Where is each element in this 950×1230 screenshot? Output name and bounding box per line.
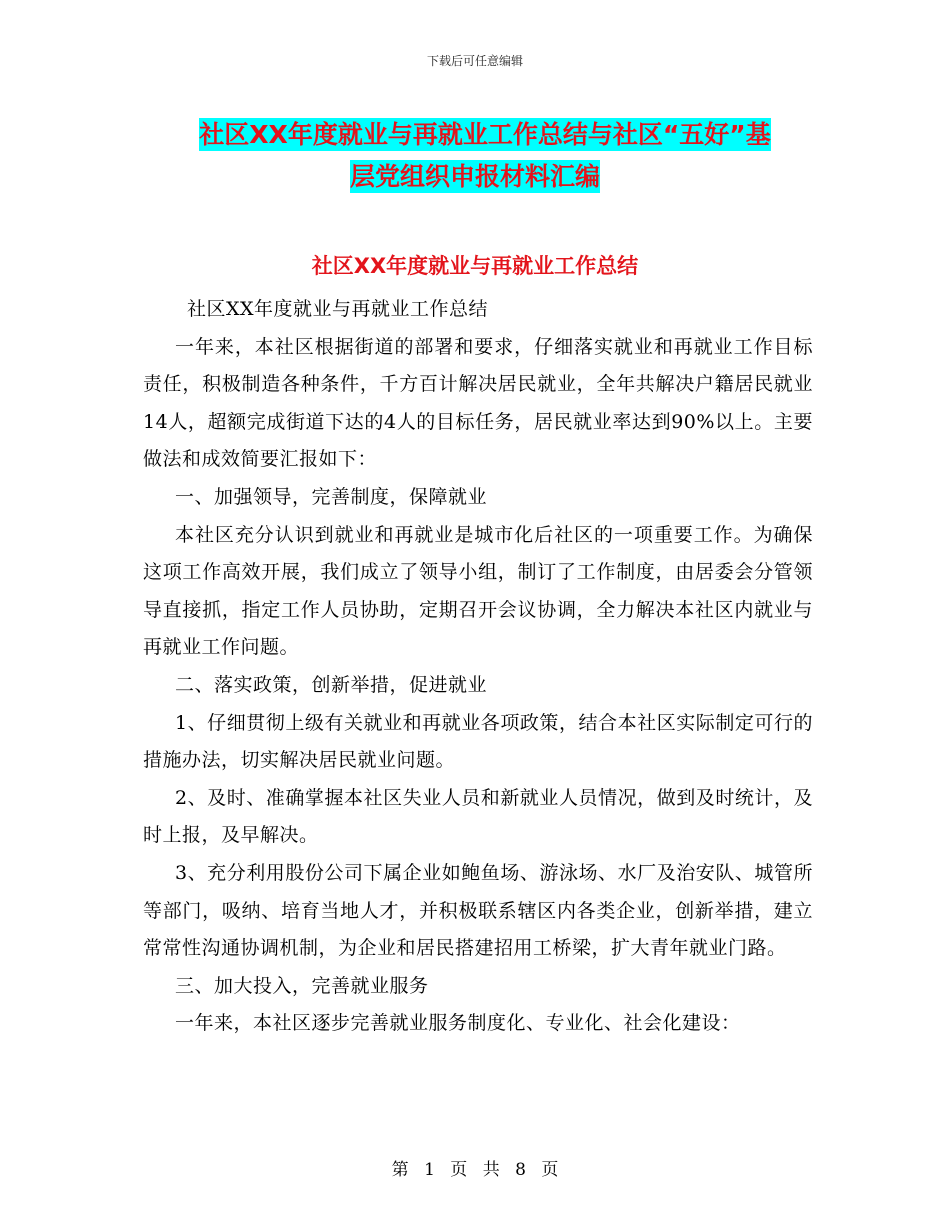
paragraph-leadership: 本社区充分认识到就业和再就业是城市化后社区的一项重要工作。为确保这项工作高效开展，我们成立了领导小组，制订了工作制度，由居委会分管领导直接抓，指定工作人员协助，定期召开会议协调，全力解决本社区内就业与再就业工作问题。 (143, 523, 813, 659)
document-title-line-2 (0, 157, 950, 193)
paragraph-item-2: 2、及时、准确掌握本社区失业人员和新就业人员情况，做到及时统计，及时上报，及早解决。 (143, 786, 813, 847)
paragraph-services: 一年来，本社区逐步完善就业服务制度化、专业化、社会化建设： (175, 1012, 741, 1035)
section-heading: 社区XX年度就业与再就业工作总结 (311, 254, 639, 278)
paragraph-item-3: 3、充分利用股份公司下属企业如鲍鱼场、游泳场、水厂及治安队、城管所等部门，吸纳、培育当地人才，并积极联系辖区内各类企业，创新举措，建立常常性沟通协调机制，为企业和居民搭建招用工桥梁，扩大青年就业门路。 (143, 861, 813, 960)
footer-middle: 页 (450, 1160, 468, 1180)
footer-total-pages: 8 (515, 1160, 526, 1180)
paragraph-heading-3: 三、加大投入，完善就业服务 (175, 974, 429, 997)
paragraph-summary: 一年来，本社区根据街道的部署和要求，仔细落实就业和再就业工作目标责任，积极制造各种条件，千方百计解决居民就业，全年共解决户籍居民就业14人，超额完成街道下达的4人的目标任务，居民就业率达到90%以上。主要做法和成效简要汇报如下： (143, 335, 813, 471)
footer-total-label: 共 (482, 1160, 500, 1180)
document-body (143, 291, 813, 1043)
document-title-text-2: 层党组织申报材料汇编 (349, 162, 600, 191)
document-title-line-1 (0, 115, 950, 151)
page-footer (0, 1155, 950, 1180)
document-title-text-1: 社区XX年度就业与再就业工作总结与社区“五好”基 (199, 120, 771, 149)
paragraph-intro-title: 社区XX年度就业与再就业工作总结 (187, 298, 489, 320)
paragraph-heading-2: 二、落实政策，创新举措，促进就业 (175, 673, 488, 696)
header-note: 下载后可任意编辑 (426, 54, 523, 68)
paragraph-item-1: 1、仔细贯彻上级有关就业和再就业各项政策，结合本社区实际制定可行的措施办法，切实解决居民就业问题。 (143, 711, 813, 772)
footer-prefix: 第 (391, 1160, 409, 1180)
paragraph-heading-1: 一、加强领导，完善制度，保障就业 (175, 485, 488, 508)
footer-page-number: 1 (424, 1160, 435, 1180)
footer-suffix: 页 (541, 1160, 559, 1180)
